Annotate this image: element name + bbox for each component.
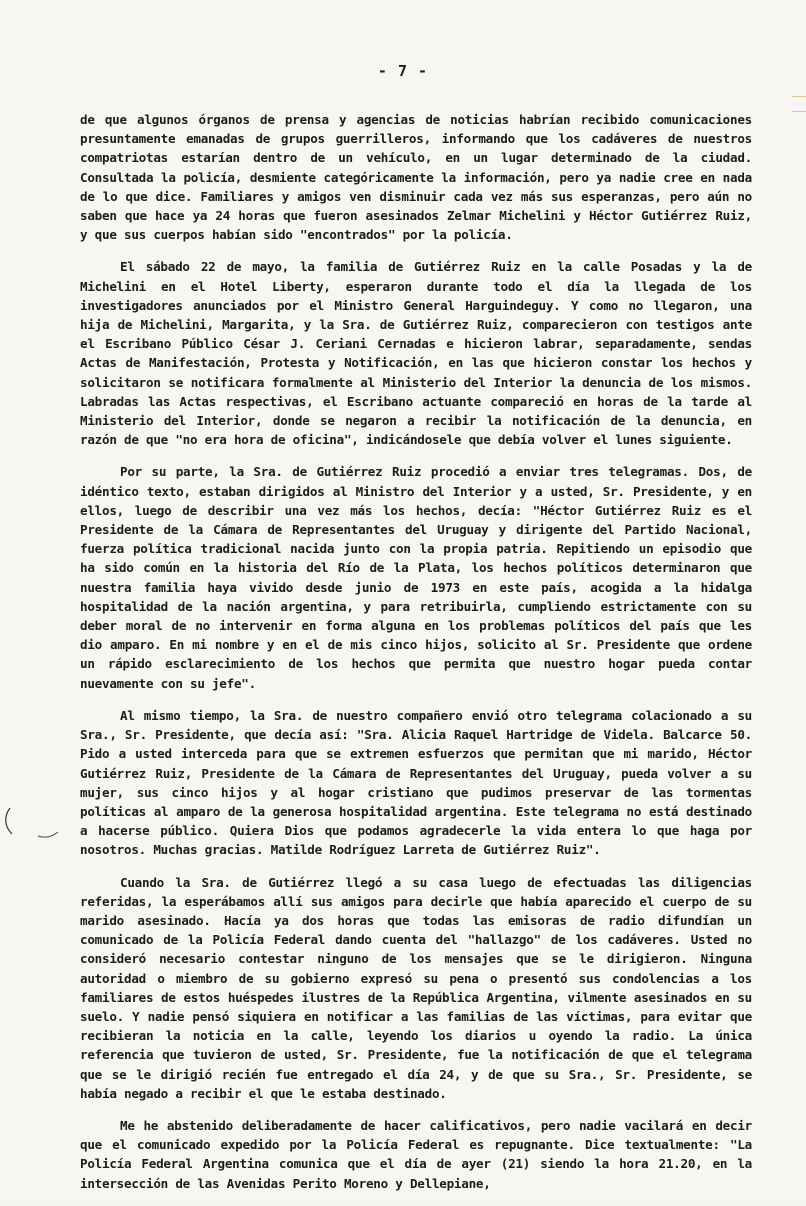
paragraph-1: de que algunos órganos de prensa y agencias de noticias habrían recibido comunicaciones presuntamente emanadas de grupos guerrilleros, informando que los cadáveres de nuestros compatriotas estarían dentro de un vehículo, en un lugar determinado de la ciudad. Consultada la policía, desmiente categóricamente la información, pero ya nadie cree en nada de lo que dice. Familiares y amigos ven disminuir cada vez más sus esperanzas, pero aún no saben que hace ya 24 horas que fueron asesinados Zelmar Michelini y Héctor Gutiérrez Ruiz, y que sus cuerpos habían sido "encontrados" por la policía. xyxy=(80,112,752,243)
document-body xyxy=(80,110,752,1206)
page-number: - 7 - xyxy=(377,62,429,80)
paragraph-2: El sábado 22 de mayo, la familia de Gutiérrez Ruiz en la calle Posadas y la de Michelini en el Hotel Liberty, esperaron durante todo el día la llegada de los investigadores anunciados por el Ministro General Harguindeguy. Y como no llegaron, una hija de Michelini, Margarita, y la Sra. de Gutiérrez Ruiz, comparecieron con testigos ante el Escribano Público César J. Ceriani Cernadas e hicieron labrar, separadamente, sendas Actas de Manifestación, Protesta y Notificación, en las que hicieron constar los hechos y solicitaron se notificara formalmente al Ministerio del Interior la denuncia de los mismos. Labradas las Actas respectivas, el Escribano actuante compareció en horas de la tarde al Ministerio del Interior, donde se negaron a recibir la notificación de la denuncia, en razón de que "no era hora de oficina", indicándosele que debía volver el lunes siguiente. xyxy=(80,259,752,448)
paragraph-3: Por su parte, la Sra. de Gutiérrez Ruiz procedió a enviar tres telegramas. Dos, de idéntico texto, estaban dirigidos al Ministro del Interior y a usted, Sr. Presidente, y en ellos, luego de describir una vez más los hechos, decía: "Héctor Gutiérrez Ruiz es el Presidente de la Cámara de Representantes del Uruguay y dirigente del Partido Nacional, fuerza política tradicional nacida junto con la propia patria. Repitiendo un episodio que ha sido común en la historia del Río de la Plata, los hechos políticos determinaron que nuestra familia haya vivido desde junio de 1973 en este país, acogida a la hidalga hospitalidad de la nación argentina, y para retribuirla, cumpliendo estrictamente con su deber moral de no intervenir en forma alguna en los problemas políticos del país que les dio amparo. En mi nombre y en el de mis cinco hijos, solicito al Sr. Presidente que ordene un rápido esclarecimiento de los hechos que permita que nuestro hogar pueda contar nuevamente con su jefe". xyxy=(80,464,752,691)
handwritten-margin-mark xyxy=(2,804,62,844)
paragraph-4: Al mismo tiempo, la Sra. de nuestro compañero envió otro telegrama colacionado a su Sra., Sr. Presidente, que decía así: "Sra. Alicia Raquel Hartridge de Videla. Balcarce 50. Pido a usted interceda para que se extremen esfuerzos que permitan que mi marido, Héctor Gutiérrez Ruiz, Presidente de la Cámara de Representantes del Uruguay, pueda volver a su mujer, sus cinco hijos y al hogar cristiano que pudimos preservar de las tormentas políticas al amparo de la generosa hospitalidad argentina. Este telegrama no está destinado a hacerse público. Quiera Dios que podamos agradecerle la vida entera lo que haga por nosotros. Muchas gracias. Matilde Rodríguez Larreta de Gutiérrez Ruiz". xyxy=(80,707,752,858)
paragraph-5: Cuando la Sra. de Gutiérrez llegó a su casa luego de efectuadas las diligencias referidas, la esperábamos allí sus amigos para decirle que había aparecido el cuerpo de su marido asesinado. Hacía ya dos horas que todas las emisoras de radio difundían un comunicado de la Policía Federal dando cuenta del "hallazgo" de los cadáveres. Usted no consideró necesario contestar ninguno de los mensajes que se le dirigieron. Ninguna autoridad o miembro de su gobierno expresó su pena o presentó sus condolencias a los familiares de estos huéspedes ilustres de la República Argentina, vilmente asesinados en su suelo. Y nadie pensó siquiera en notificar a las familias de las víctimas, para evitar que recibieran la noticia en la calle, leyendo los diarios u oyendo la radio. La única referencia que tuvieron de usted, Sr. Presidente, fue la notificación de que el telegrama que se le dirigió recién fue entregado el día 24, y de que su Sra., Sr. Presidente, se había negado a recibir el que le estaba destinado. xyxy=(80,874,752,1101)
paragraph-6: Me he abstenido deliberadamente de hacer calificativos, pero nadie vacilará en decir que el comunicado expedido por la Policía Federal es repugnante. Dice textualmente: "La Policía Federal Argentina comunica que el día de ayer (21) siendo la hora 21.20, en la intersección de las Avenidas Perito Moreno y Dellepiane, xyxy=(80,1117,752,1191)
page-edge-mark xyxy=(792,96,806,112)
